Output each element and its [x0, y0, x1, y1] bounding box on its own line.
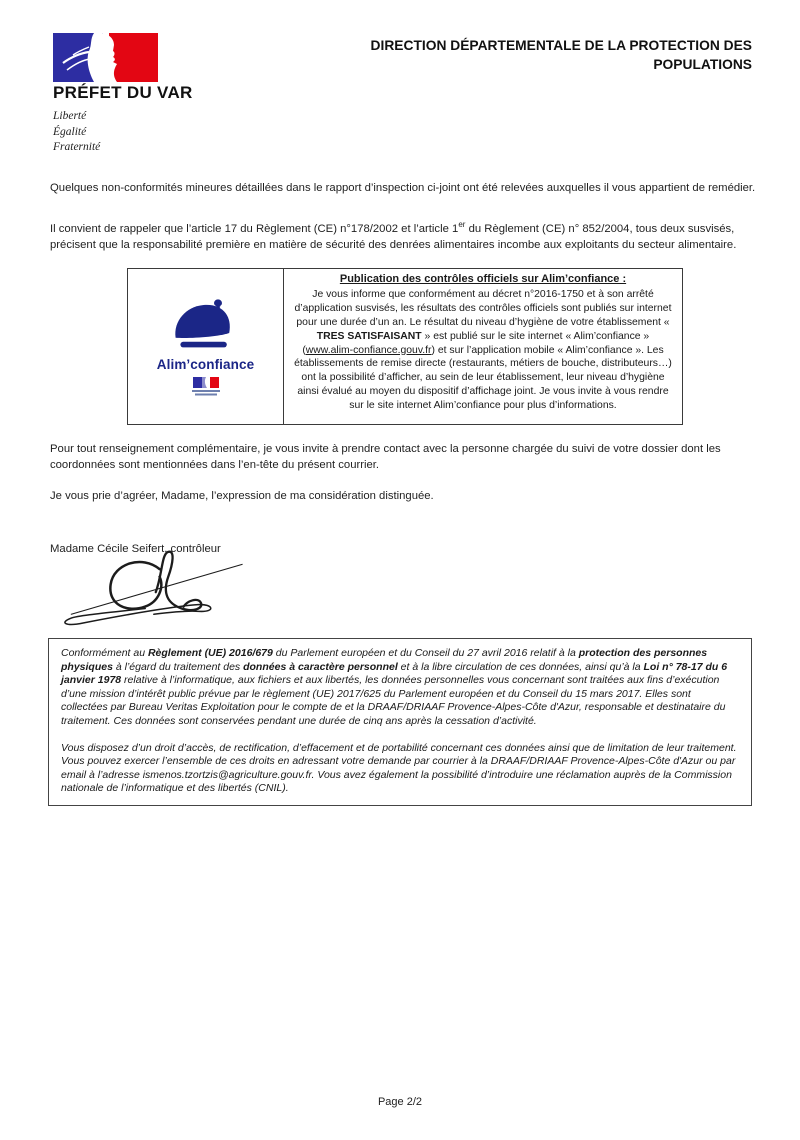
- text-segment: du Parlement européen et du Conseil du 27 avril 2016 relatif à la: [272, 647, 579, 659]
- text-segment: à l’égard du traitement des: [112, 660, 244, 673]
- text-segment: données à caractère personnel: [243, 660, 398, 673]
- paragraph-politesse: Je vous prie d’agréer, Madame, l’expression de ma considération distinguée.: [50, 490, 434, 503]
- text-segment: er: [458, 220, 466, 230]
- text-segment: Vous disposez d’un droit d’accès, de rectification, d’effacement et de portabilité concernant ces données ainsi que de limitation de leur traitement. Vous pouvez exercer l’ensemble de ces droits en adressant votre demande par courrier à la DRAAF/DRIAAF Provence-Alpes-Côte d'Azur ou par email à l’adresse: [61, 741, 737, 781]
- text-segment: Loi n° 78-17 du 6 janvier 1978: [61, 660, 728, 687]
- motto-line-liberte: Liberté: [53, 110, 87, 122]
- text-segment: du Règlement (CE) n° 852/2004, tous deux susvisés, précisent que la responsabilité première en matière de sécurité des denrées alimentaires incombe aux exploitants du secteur alimentaire.: [50, 223, 737, 251]
- text-segment: TRES SATISFAISANT: [316, 330, 422, 342]
- text-segment: Il convient de rappeler que l’article 17 du Règlement (CE) n°178/2002 et l’article 1: [50, 223, 459, 236]
- alim-confiance-text: [284, 269, 682, 424]
- alim-confiance-logo: [128, 269, 284, 424]
- contact-email: ismenos.tzortzis@agriculture.gouv.fr: [142, 768, 312, 781]
- french-republic-flag-icon: [53, 33, 158, 82]
- marianne-mini-logo-icon: [191, 377, 221, 397]
- text-segment: relative à l’informatique, aux fichiers et aux libertés, les données personnelles vous concernant sont traitées aux fins d’exécution d’une mission d’intérêt public prévue par le règlement (UE) 2017/625 du Parlement européen et du Conseil du 15 mars 2017. Elles sont collectées par Bureau Veritas Exploitation pour le compte de et la DRAAF/DRIAAF Provence-Alpes-Côte d'Azur, responsable et destinataire du traitement. Ces données sont conservées pendant une durée de cinq ans après la cessation d’activité.: [61, 674, 726, 727]
- motto-line-egalite: Égalité: [53, 125, 87, 138]
- paragraph-contact: Pour tout renseignement complémentaire, je vous invite à prendre contact avec la personne chargée du suivi de votre dossier dont les coordonnées sont mentionnées dans l’en-tête du présent courrier.: [50, 443, 721, 471]
- prefecture-name: PRÉFET DU VAR: [53, 83, 193, 102]
- direction-title: DIRECTION DÉPARTEMENTALE DE LA PROTECTION DES POPULATIONS: [370, 38, 752, 72]
- text-segment: Conformément au: [61, 647, 148, 659]
- prefecture-logo-block: [53, 33, 293, 156]
- signatory-name: Madame Cécile Seifert, contrôleur: [50, 543, 221, 556]
- rgpd-paragraph-2: [61, 742, 739, 796]
- text-segment: . Vous avez également la possibilité d’introduire une réclamation auprès de la Commission nationale de l’informatique et des libertés (CNIL).: [61, 768, 732, 795]
- text-segment: Je vous informe que conformément au décret n°2016-1750 et à son arrêté d’application susvisés, les résultats des contrôles officiels sont publiés sur internet pour une durée d’un an. Le résultat du niveau d’hygiène de votre établissement «: [294, 288, 672, 328]
- handwritten-signature: [52, 548, 344, 644]
- text-segment: et à la libre circulation de ces données, ainsi qu’à la: [397, 660, 644, 673]
- page-number: Page 2/2: [377, 1096, 423, 1108]
- motto-line-fraternite: Fraternité: [53, 141, 101, 153]
- alim-box-body: [294, 288, 672, 413]
- text-segment: Règlement (UE) 2016/679: [147, 647, 273, 659]
- alim-box-title: Publication des contrôles officiels sur Alim’confiance :: [339, 273, 627, 285]
- paragraph-nonconformites: Quelques non-conformités mineures détaillées dans le rapport d’inspection ci-joint ont été relevées auxquelles il vous appartient de remédier.: [50, 182, 756, 195]
- rgpd-paragraph-1: [61, 647, 739, 729]
- alim-confiance-box: [127, 268, 683, 425]
- paragraph-reglementation: [50, 222, 756, 253]
- text-segment: » est publié sur le site internet « Alim’confiance » (: [302, 330, 650, 356]
- text-segment: ) et sur l’application mobile « Alim’confiance ». Les établissements de remise directe (restaurants, métiers de bouche, distributeurs…) ont la possibilité d’afficher, au sein de leur établissement, leur niveau d’hygiène ainsi évalué au moyen du dispositif d’affichage joint. Je vous invite à vous rendre sur le site internet Alim’confiance pour plus d’informations.: [294, 344, 672, 412]
- rgpd-legal-box: [48, 638, 752, 806]
- cloche-icon: [170, 296, 242, 354]
- alim-confiance-wordmark: Alim’confiance: [156, 357, 255, 372]
- republic-motto: [53, 109, 293, 156]
- alim-confiance-link[interactable]: www.alim-confiance.gouv.fr: [305, 344, 432, 356]
- text-segment: protection des personnes physiques: [61, 647, 708, 673]
